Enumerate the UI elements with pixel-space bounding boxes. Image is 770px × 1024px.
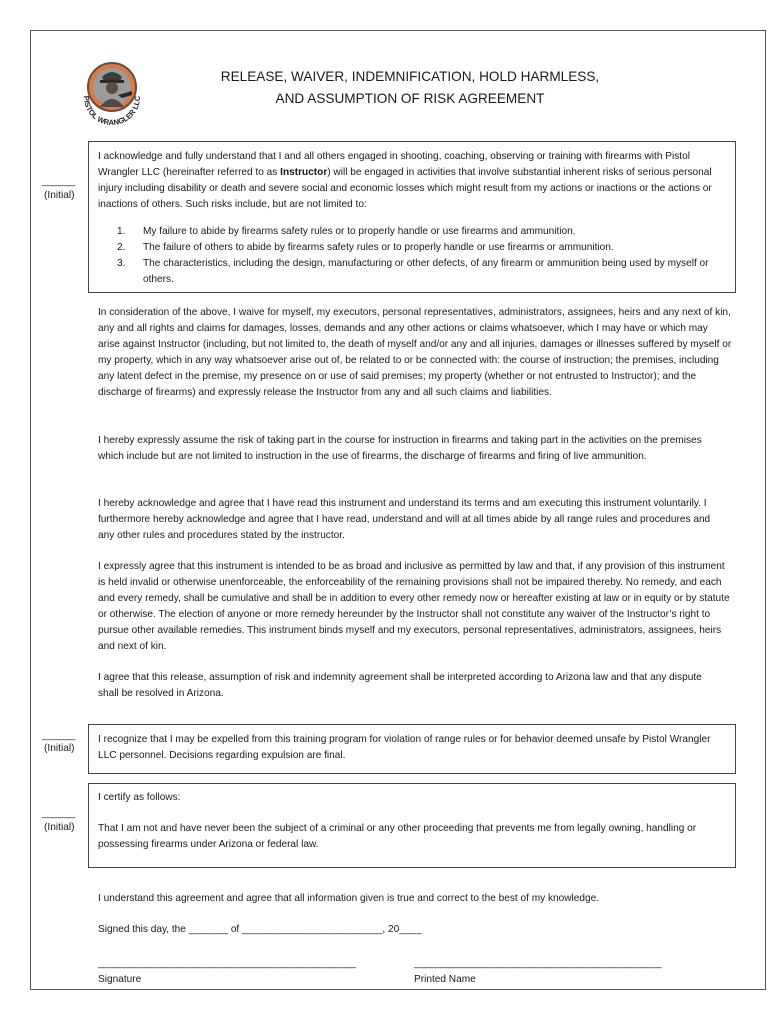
initial-1-blank[interactable]: ______ <box>42 176 76 187</box>
list-item: 2. The failure of others to abide by firearms safety rules or to properly handle or use firearms or ammunition. <box>117 242 614 253</box>
svg-text:PISTOL WRANGLER LLC: PISTOL WRANGLER LLC <box>81 95 143 128</box>
printed-name-field[interactable]: _______________________________________________ <box>414 958 662 969</box>
initial-2-blank[interactable]: ______ <box>42 730 76 741</box>
severability-paragraph: I expressly agree that this instrument is intended to be as broad and inclusive as permitted by law and that, if any provision of this instrument is held invalid or otherwise unenforceable, the enforceability of the remaining provisions shall not be impaired thereby. No remedy, and each and every remedy, shall be cumulative and shall be in addition to every other remedy now or hereafter existing at law or in equity or by statute or otherwise. The election of anyone or more remedy hereunder by the Instructor shall not constitute any waiver of the Instructor’s right to pursue other available remedies. This instrument binds myself and my executors, personal representatives, administrators, assignees, heirs and next of kin. <box>98 561 730 652</box>
instructor-term: Instructor <box>280 167 328 178</box>
waiver-paragraph: In consideration of the above, I waive for myself, my executors, personal representatives, administrators, assignees, heirs and any next of kin, any and all rights and claims for damages, losses, demands and any other actions or claims whatsoever, which I may have or which may arise against Instructor (including, but not limited to, the death of myself and/or any and all injuries, damages or illnesses suffered by myself or my property, which in any way whatsoever arise out of, be related to or be connected with: the course of instruction; the premises, including any latent defect in the premise, my presence on or use of said premises; my property (whether or not entrusted to Instructor); and the discharge of firearms) and expressly release the Instructor from any and all such claims and liabilities. <box>98 307 732 398</box>
title-line-2: AND ASSUMPTION OF RISK AGREEMENT <box>275 91 545 106</box>
acknowledgement-of-terms-paragraph: I hereby acknowledge and agree that I have read this instrument and understand its terms and am executing this instrument voluntarily. I furthermore hereby acknowledge and agree that I have read, understand and will at all times abide by all range rules and procedures and any other rules and procedures stated by the instructor. <box>98 498 711 541</box>
list-item: 1. My failure to abide by firearms safety rules or to properly handle or use firearms and ammunition. <box>117 226 576 237</box>
signed-date-line[interactable]: Signed this day, the _______ of _________________________, 20____ <box>98 924 422 935</box>
printed-name-label: Printed Name <box>414 974 476 985</box>
certify-statement: That I am not and have never been the subject of a criminal or any other proceeding that prevents me from legally owning, handling or possessing firearms under Arizona or federal law. <box>98 823 697 850</box>
signature-label: Signature <box>98 974 142 985</box>
risk-list <box>117 224 717 288</box>
signature-field[interactable]: _________________________________________________ <box>98 958 356 969</box>
document-title <box>150 66 670 110</box>
list-item: 3. The characteristics, including the design, manufacturing or other defects, of any firearm or ammunition being used by myself or others. <box>117 258 709 285</box>
expulsion-paragraph: I recognize that I may be expelled from this training program for violation of range rules or for behavior deemed unsafe by Pistol Wrangler LLC personnel. Decisions regarding expulsion are final. <box>98 734 711 761</box>
certify-heading: I certify as follows: <box>98 792 181 803</box>
governing-law-paragraph: I agree that this release, assumption of risk and indemnity agreement shall be interpreted according to Arizona law and that any dispute shall be resolved in Arizona. <box>98 672 702 699</box>
assumption-of-risk-paragraph: I hereby expressly assume the risk of taking part in the course for instruction in firearms and taking part in the activities on the premises which include but are not limited to instruction in the use of firearms, the discharge of firearms and firing of live ammunition. <box>98 435 702 462</box>
initial-1-label: (Initial) <box>44 190 75 201</box>
initial-3-blank[interactable]: ______ <box>42 808 76 819</box>
acknowledgement-paragraph: I acknowledge and fully understand that I and all others engaged in shooting, coaching, observing or training with firearms with Pistol Wrangler LLC (hereinafter referred to as Instructor) will be engaged in activities that involve substantial inherent risks of serious personal injury including disability or death and severe social and economic losses which might result from my actions or inactions or the actions or inactions of others. Such risks include, but are not limited to: <box>98 151 712 210</box>
initial-3-label: (Initial) <box>44 822 75 833</box>
final-statement: I understand this agreement and agree that all information given is true and correct to the best of my knowledge. <box>98 893 600 904</box>
title-line-1: RELEASE, WAIVER, INDEMNIFICATION, HOLD HARMLESS, <box>220 69 600 84</box>
initial-2-label: (Initial) <box>44 743 75 754</box>
pistol-wrangler-logo <box>78 55 146 131</box>
